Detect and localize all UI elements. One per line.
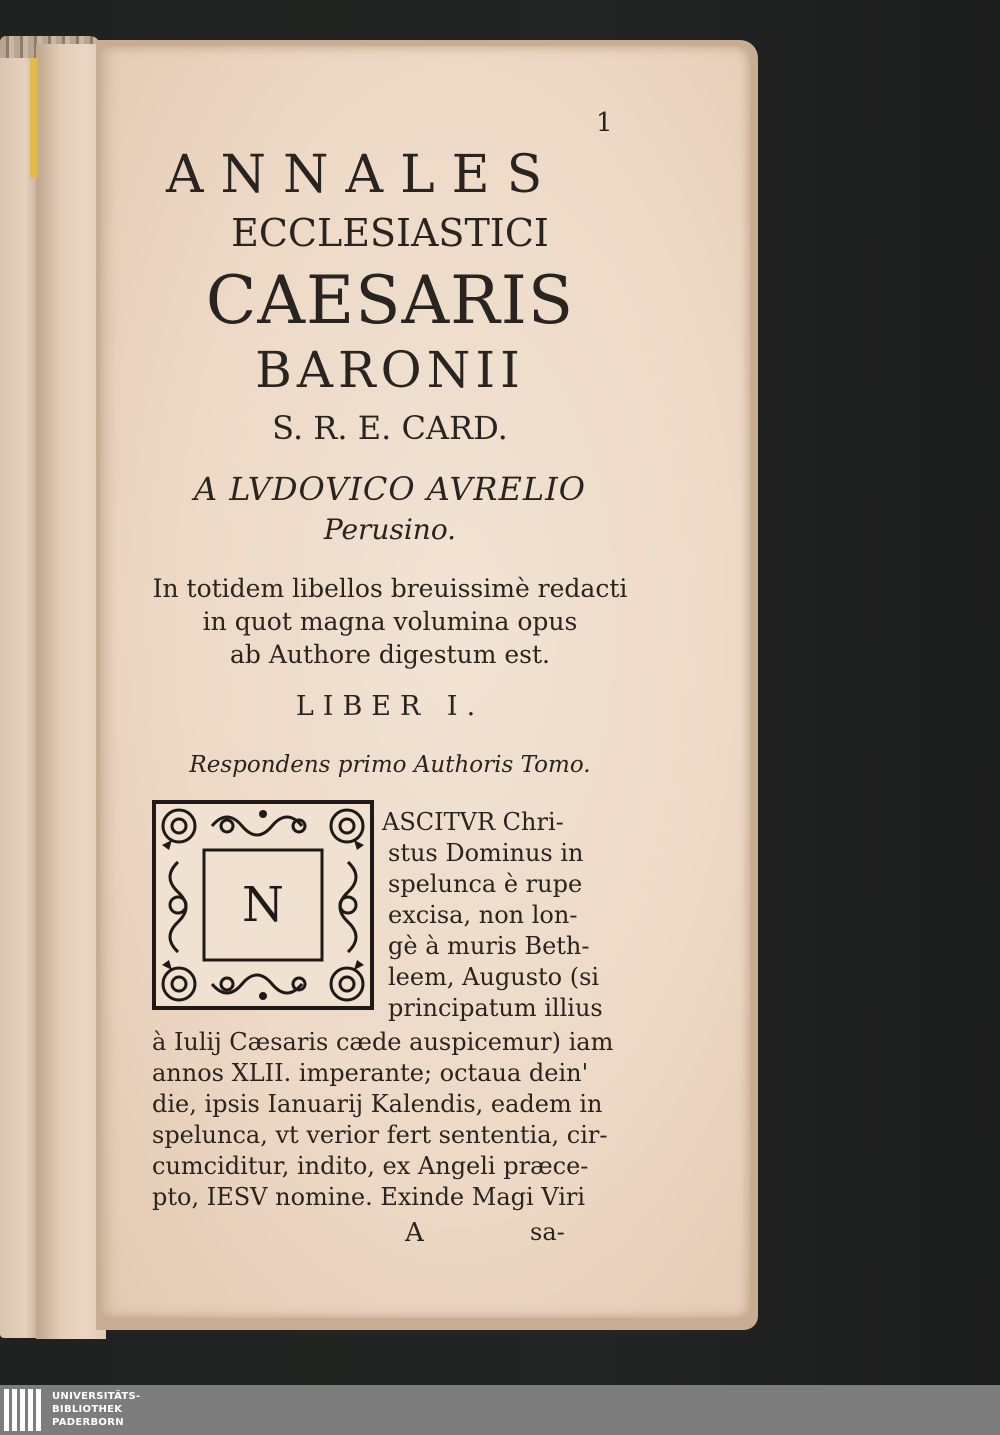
title-baronii: BARONII <box>255 341 525 399</box>
footer-bar <box>0 1385 1000 1435</box>
subtitle-line-3: ab Authore digestum est. <box>230 640 550 669</box>
initial-letter: N <box>242 877 284 933</box>
library-name-line-2: BIBLIOTHEK <box>52 1404 123 1415</box>
body-line-2: stus Dominus in <box>388 839 584 867</box>
catchword: sa- <box>530 1218 565 1246</box>
library-name <box>52 1390 141 1429</box>
body-line-8: à Iulij Cæsaris cæde auspicemur) iam <box>152 1028 614 1056</box>
author-line: A LVDOVICO AVRELIO <box>193 470 586 508</box>
signature-mark: A <box>405 1218 424 1248</box>
title-ecclesiastici: ECCLESIASTICI <box>231 211 549 255</box>
title-card: S. R. E. CARD. <box>272 409 508 447</box>
body-line-6: leem, Augusto (si <box>388 963 600 991</box>
author-origin: Perusino. <box>323 513 457 546</box>
respondens-line: Respondens primo Authoris Tomo. <box>189 752 591 778</box>
body-line-5: gè à muris Beth- <box>388 932 590 960</box>
subtitle-line-2: in quot magna volumina opus <box>202 607 578 636</box>
body-line-12: cumciditur, indito, ex Angeli præce- <box>152 1152 589 1180</box>
library-name-line-1: UNIVERSITÄTS- <box>52 1391 141 1402</box>
body-line-1: ASCITVR Chri- <box>382 808 564 836</box>
decorated-initial <box>152 800 374 1010</box>
body-line-3: spelunca è rupe <box>388 870 583 898</box>
body-line-4: excisa, non lon- <box>388 901 578 929</box>
title-annales: ANNALES <box>166 145 560 205</box>
library-name-line-3: PADERBORN <box>52 1417 124 1428</box>
folio-number: 1 <box>596 108 613 138</box>
body-line-7: principatum illius <box>388 994 603 1022</box>
body-line-13: pto, IESV nomine. Exinde Magi Viri <box>152 1183 586 1211</box>
body-line-10: die, ipsis Ianuarij Kalendis, eadem in <box>152 1090 603 1118</box>
body-line-11: spelunca, vt verior fert sententia, cir- <box>152 1121 608 1149</box>
title-caesaris: CAESARIS <box>205 262 575 339</box>
book-heading: LIBER I. <box>295 691 485 722</box>
body-line-9: annos XLII. imperante; octaua dein' <box>152 1059 589 1087</box>
binding-thread <box>30 58 38 1058</box>
library-logo-icon <box>4 1389 44 1431</box>
subtitle-line-1: In totidem libellos breuissimè redacti <box>152 574 628 603</box>
